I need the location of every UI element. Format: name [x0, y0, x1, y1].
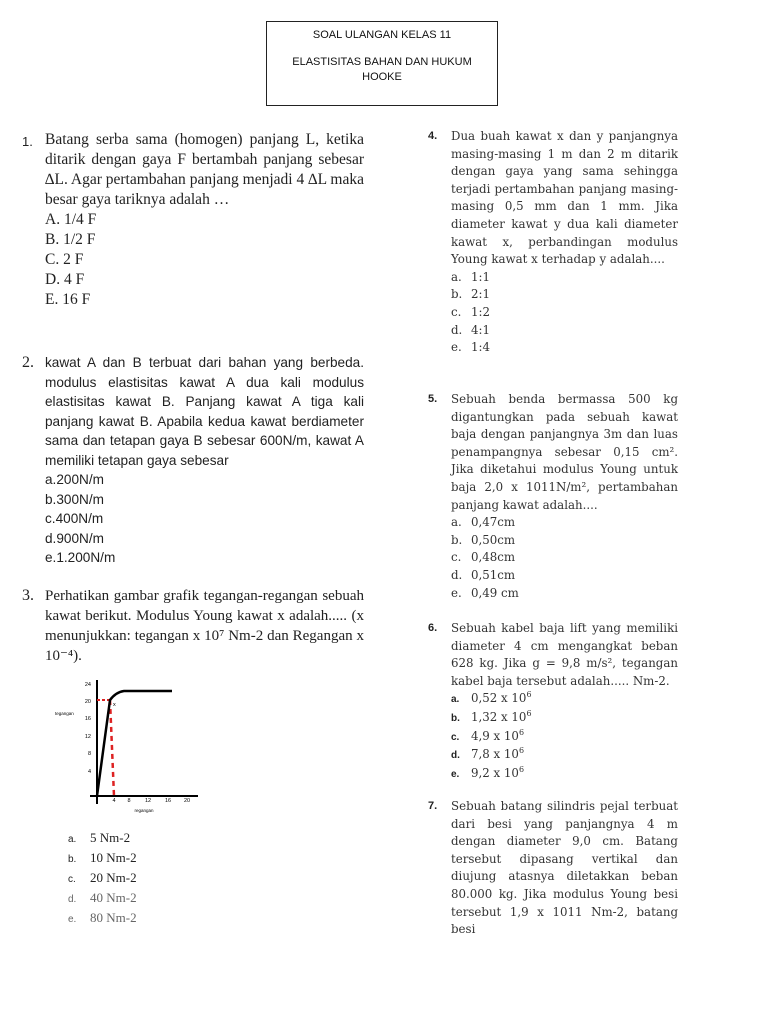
option-letter: d. [68, 894, 77, 905]
question-number: 1. [22, 134, 33, 149]
option-b [68, 849, 137, 869]
option-letter: a. [68, 834, 77, 845]
option-value: 7,8 x 10 [471, 747, 519, 762]
question-text: Sebuah batang silindris pejal terbuat dari besi yang panjangnya 4 m dengan diameter 9,0 cm. Batang tersebut dipasang vertikal dan diujung atasnya diletakkan beban 80.000 kg. Jika modulus Young besi tersebut 1,9 x 1011 Nm-2, batang besi [451, 799, 678, 937]
option-b [451, 709, 678, 728]
option-a [451, 690, 678, 709]
option-a: A. 1/4 F [45, 211, 97, 228]
question-5 [428, 391, 678, 602]
option-letter: a. [451, 269, 462, 284]
question-number: 6. [428, 622, 438, 634]
question-number: 3. [22, 587, 34, 604]
x-tick-label: 4 [112, 798, 116, 804]
question-number: 2. [22, 354, 34, 371]
option-c [68, 869, 137, 889]
question-number: 7. [428, 800, 438, 812]
option-d [451, 567, 678, 585]
y-tick-label: 4 [87, 769, 91, 775]
option-value: 5 Nm-2 [90, 830, 131, 845]
y-tick-label: 12 [84, 734, 91, 740]
option-list [451, 514, 678, 602]
option-value: 0,49 cm [471, 585, 519, 600]
option-b: b.300N/m [45, 491, 104, 507]
question-text: Perhatikan gambar grafik tegangan-regangan sebuah kawat berikut. Modulus Young kawat x adalah..... (x menunjukkan: tegangan x 10⁷ Nm-2 dan Regangan x 10⁻⁴). [45, 588, 364, 664]
option-value: 0,47cm [471, 515, 516, 530]
question-text: kawat A dan B terbuat dari bahan yang berbeda. modulus elastisitas kawat A dua kali modulus elastisitas kawat B. Panjang kawat A tiga kali panjang kawat B. Apabila kedua kawat berdiameter sama dan tetapan gaya B sebesar 600N/m, kawat A memiliki tetapan gaya sebesar [45, 355, 364, 468]
option-d: D. 4 F [45, 271, 85, 288]
question-text: Sebuah kabel baja lift yang memiliki diameter 4 cm mengangkat beban 628 kg. Jika g = 9,8 m/s², tegangan kabel baja tersebut adalah..... Nm-2. [451, 621, 678, 688]
stress-strain-graph [52, 672, 212, 817]
option-exponent: 6 [518, 764, 525, 774]
question-3-options [68, 829, 137, 929]
question-number: 5. [428, 393, 438, 405]
option-letter: c. [451, 550, 462, 565]
option-b: B. 1/2 F [45, 231, 96, 248]
option-letter: e. [451, 340, 462, 355]
question-4 [428, 128, 678, 357]
option-value: 2:1 [471, 287, 490, 302]
question-6 [428, 620, 678, 783]
y-tick-label: 20 [84, 699, 91, 705]
option-d [68, 889, 137, 909]
title-topic-cont: HOOKE [362, 71, 402, 83]
question-2 [22, 353, 364, 568]
x-axis-label: regangan [134, 808, 154, 813]
title-topic: ELASTISITAS BAHAN DAN HUKUM [292, 56, 472, 68]
x-tick-label: 12 [144, 798, 152, 804]
point-x-label: x [113, 702, 116, 708]
option-letter: e. [451, 585, 462, 600]
option-list [45, 210, 364, 310]
option-value: 4,9 x 10 [471, 728, 519, 743]
option-e: E. 16 F [45, 291, 91, 308]
option-letter: b. [68, 854, 77, 865]
option-letter: e. [68, 914, 77, 925]
y-tick-label: 24 [84, 682, 91, 688]
option-e [451, 585, 678, 603]
option-list [451, 690, 678, 783]
option-value: 20 Nm-2 [90, 870, 137, 885]
option-d [451, 746, 678, 765]
option-c [451, 549, 678, 567]
option-b [451, 532, 678, 550]
y-tick-label: 16 [84, 716, 91, 722]
title-box [266, 21, 498, 106]
option-value: 1:1 [471, 269, 490, 284]
y-axis-label: tegangan [55, 711, 74, 716]
option-list [451, 269, 678, 357]
option-d: d.900N/m [45, 530, 104, 546]
option-a: a.200N/m [45, 472, 104, 487]
option-letter: a. [451, 515, 462, 530]
option-value: 1:2 [471, 304, 490, 319]
option-exponent: 6 [526, 690, 532, 700]
question-3 [22, 586, 364, 666]
option-value: 4:1 [471, 322, 490, 337]
option-exponent: 6 [518, 727, 525, 737]
option-letter: e. [451, 768, 460, 780]
guide-vertical [110, 700, 114, 796]
option-letter: c. [68, 874, 76, 885]
option-e [68, 909, 137, 929]
title-line-1: SOAL ULANGAN KELAS 11 [312, 29, 452, 41]
option-value: 0,50cm [471, 532, 516, 547]
option-letter: b. [451, 532, 463, 547]
x-tick-label: 8 [127, 798, 131, 804]
option-value: 40 Nm-2 [90, 890, 137, 905]
question-7 [428, 798, 678, 939]
option-c [451, 728, 678, 747]
option-letter: b. [451, 287, 463, 302]
option-letter: c. [451, 731, 460, 743]
option-letter: a. [451, 694, 460, 706]
option-c: C. 2 F [45, 251, 84, 268]
option-value: 0,52 x 10 [471, 691, 527, 706]
option-a [451, 514, 678, 532]
option-exponent: 6 [518, 746, 525, 756]
option-value: 0,51cm [471, 567, 516, 582]
question-number: 4. [428, 130, 438, 142]
question-1 [22, 130, 364, 310]
option-b [451, 286, 678, 304]
question-text: Sebuah benda bermassa 500 kg digantungkan pada sebuah kawat baja dengan panjangnya 3m dan luas penampangnya sebesar 0,15 cm². Jika diketahui modulus Young untuk baja 2,0 x 1011N/m², pertambahan panjang kawat adalah.... [451, 392, 678, 512]
option-value: 1:4 [471, 340, 490, 355]
question-text: Dua buah kawat x dan y panjangnya masing-masing 1 m dan 2 m ditarik dengan gaya yang sama sehingga terjadi pertambahan panjang masing-masing 0,5 mm dan 1 mm. Jika diameter kawat y dua kali diameter kawat x, perbandingan modulus Young kawat x terhadap y adalah.... [451, 129, 678, 267]
option-value: 1,32 x 10 [471, 709, 527, 724]
option-letter: d. [451, 750, 460, 762]
x-tick-label: 16 [164, 798, 172, 804]
option-a [451, 269, 678, 287]
option-e [451, 339, 678, 357]
option-letter: d. [451, 567, 463, 582]
option-value: 10 Nm-2 [90, 850, 137, 865]
option-letter: d. [451, 322, 463, 337]
option-c: c.400N/m [45, 511, 104, 526]
question-text: Batang serba sama (homogen) panjang L, ketika ditarik dengan gaya F bertambah panjang sebesar ∆L. Agar pertambahan panjang menjadi 4 ∆L maka besar gaya tariknya adalah … [45, 131, 364, 208]
title-line-2 [267, 55, 497, 85]
option-value: 9,2 x 10 [471, 765, 519, 780]
option-c [451, 304, 678, 322]
option-list [45, 470, 364, 568]
stress-strain-curve [97, 691, 172, 796]
option-e: e.1.200N/m [45, 550, 116, 565]
option-letter: b. [451, 712, 460, 724]
option-exponent: 6 [526, 709, 532, 719]
option-value: 0,48cm [471, 550, 516, 565]
y-tick-label: 8 [87, 751, 91, 757]
option-letter: c. [451, 304, 462, 319]
option-d [451, 322, 678, 340]
option-a [68, 829, 137, 849]
x-tick-label: 20 [183, 798, 191, 804]
option-value: 80 Nm-2 [90, 910, 137, 925]
option-e [451, 765, 678, 784]
